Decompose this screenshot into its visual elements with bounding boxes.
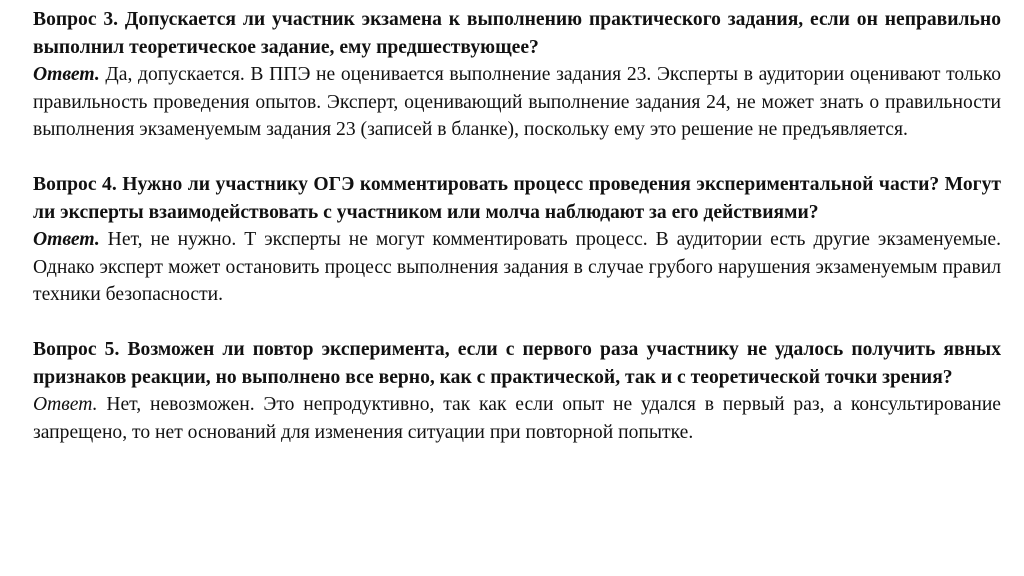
answer-4-text: Нет, не нужно. Т эксперты не могут комментировать процесс. В аудитории есть другие экзаменуемые. Однако эксперт может остановить процесс выполнения задания в случае грубого нарушения экзаменуемым правил техники безопасности. [33,229,1001,306]
question-5-text: Вопрос 5. Возможен ли повтор эксперимента, если с первого раза участнику не удалось получить явных признаков реакции, но выполнено все верно, как с практической, так и с теоретической точки зрения? [33,338,1001,388]
question-4-text: Вопрос 4. Нужно ли участнику ОГЭ комментировать процесс проведения экспериментальной части? Могут ли эксперты взаимодействовать с участником или молча наблюдают за его действиями? [33,173,1001,223]
qa-block-question-4 [33,171,1001,309]
question-3-text: Вопрос 3. Допускается ли участник экзамена к выполнению практического задания, если он неправильно выполнил теоретическое задание, ему предшествующее? [33,9,1001,58]
qa-block-question-3 [33,6,1001,144]
answer-3-text: Да, допускается. В ППЭ не оценивается выполнение задания 23. Эксперты в аудитории оценивают только правильность проведения опытов. Эксперт, оценивающий выполнение задания 24, не может знать о правильности выполнения экзаменуемым задания 23 (записей в бланке), поскольку ему это решение не предъявляется. [33,64,1001,141]
document-page [33,6,1001,446]
answer-3-label: Ответ. [33,64,100,86]
answer-5-label: Ответ. [33,394,98,416]
answer-4-label: Ответ. [33,229,100,251]
answer-5 [33,391,1001,446]
answer-3 [33,61,1001,144]
answer-4 [33,226,1001,309]
answer-5-text: Нет, невозможен. Это непродуктивно, так как если опыт не удался в первый раз, а консультирование запрещено, то нет оснований для изменения ситуации при повторной попытке. [33,394,1001,443]
qa-block-question-5 [33,336,1001,446]
